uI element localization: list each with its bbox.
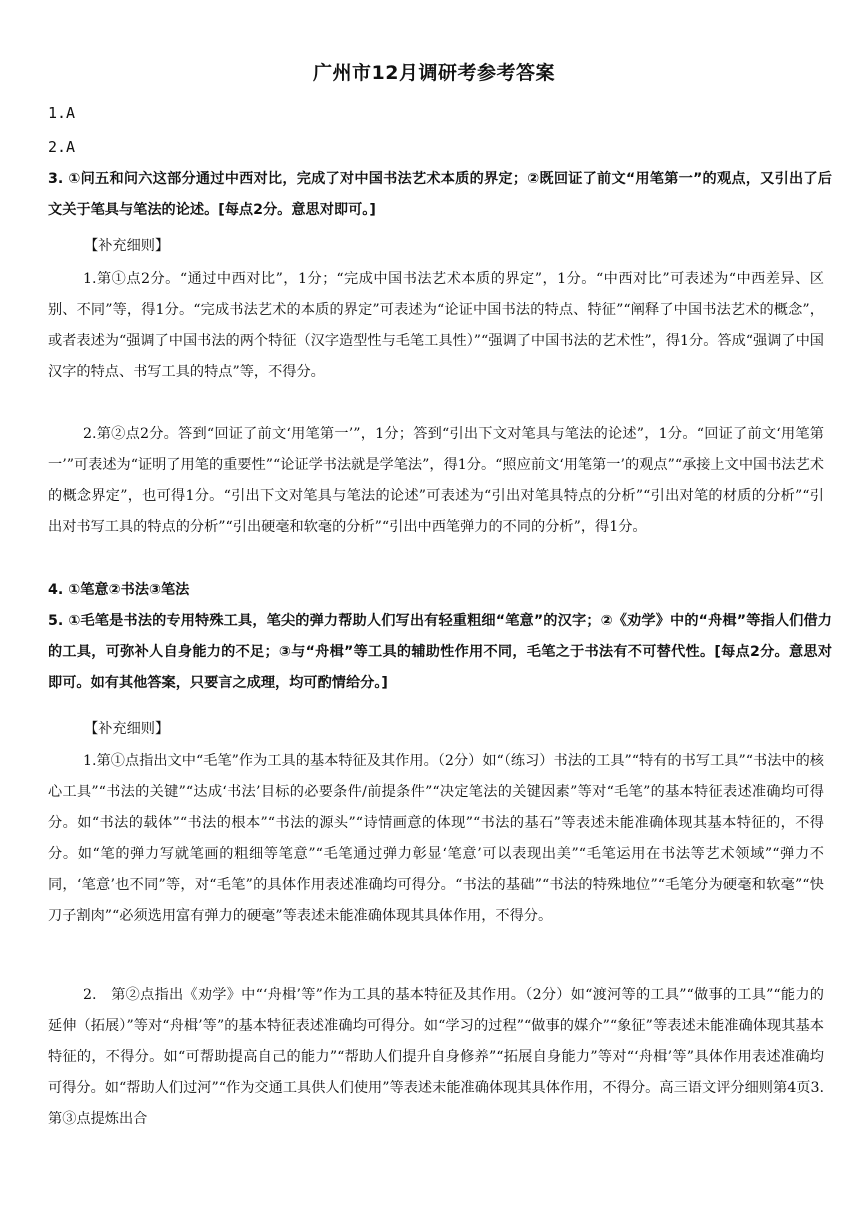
answer-q3: 3. ①问五和问六这部分通过中西对比，完成了对中国书法艺术本质的界定；②既回证了前文“用笔第一”的观点，又引出了后文关于笔具与笔法的论述。[每点2分。意思对即可。] xyxy=(48,171,832,218)
answer-q4: 4. ①笔意②书法③笔法 xyxy=(48,582,190,598)
page-title: 广州市12月调研考参考答案 xyxy=(313,62,555,84)
supplement-heading-q3: 【补充细则】 xyxy=(84,238,170,254)
answer-q1: 1.A xyxy=(48,104,76,122)
answer-q5: 5. ①毛笔是书法的专用特殊工具，笔尖的弹力帮助人们写出有轻重粗细“笔意”的汉字；②《劝学》中的“舟楫”等指人们借力的工具，可弥补人自身能力的不足；③与“舟楫”等工具的辅助性作用不同，毛笔之于书法有不可替代性。[每点2分。意思对即可。如有其他答案，只要言之成理，均可酌情给分。] xyxy=(48,613,832,691)
q5-scoring-rule-1: 1.第①点指出文中“毛笔”作为工具的基本特征及其作用。（2分）如“（练习）书法的工具”“特有的书写工具”“书法中的核心工具”“书法的关键”“达成‘书法’目标的必要条件/前提条件”“决定笔法的关键因素”等对“毛笔”的基本特征表述准确均可得分。如“书法的载体”“书法的根本”“书法的源头”“诗情画意的体现”“书法的基石”等表述未能准确体现其基本特征的，不得分。如“笔的弹力写就笔画的粗细等笔意”“毛笔通过弹力彰显‘笔意’可以表现出美”“毛笔运用在书法等艺术领域”“弹力不同，‘笔意’也不同”等，对“毛笔”的具体作用表述准确均可得分。“书法的基础”“书法的特殊地位”“毛笔分为硬毫和软毫”“快刀子割肉”“必须选用富有弹力的硬毫”等表述未能准确体现其具体作用，不得分。 xyxy=(48,753,824,924)
q3-scoring-rule-2: 2.第②点2分。答到“回证了前文‘用笔第一’”，1分；答到“引出下文对笔具与笔法的论述”，1分。“回证了前文‘用笔第一’”可表述为“证明了用笔的重要性”“论证学书法就是学笔法”，得1分。“照应前文‘用笔第一’的观点”“承接上文中国书法艺术的概念界定”，也可得1分。“引出下文对笔具与笔法的论述”可表述为“引出对笔具特点的分析”“引出对笔的材质的分析”“引出对书写工具的特点的分析”“引出硬毫和软毫的分析”“引出中西笔弹力的不同的分析”，得1分。 xyxy=(48,426,824,535)
answer-q2: 2.A xyxy=(48,138,76,156)
supplement-heading-q5: 【补充细则】 xyxy=(84,721,170,737)
q5-scoring-rule-2: 2. 第②点指出《劝学》中“‘舟楫’等”作为工具的基本特征及其作用。（2分）如“渡河等的工具”“做事的工具”“能力的延伸（拓展）”等对“舟楫’等”的基本特征表述准确均可得分。如“学习的过程”“做事的媒介”“象征”等表述未能准确体现其基本特征的，不得分。如“可帮助提高自己的能力”“帮助人们提升自身修养”“拓展自身能力”等对“‘舟楫’等”具体作用表述准确均可得分。如“帮助人们过河”“作为交通工具供人们使用”等表述未能准确体现其具体作用，不得分。高三语文评分细则第4页3.第③点提炼出合 xyxy=(48,987,824,1127)
q3-scoring-rule-1: 1.第①点2分。“通过中西对比”，1分；“完成中国书法艺术本质的界定”，1分。“中西对比”可表述为“中西差异、区别、不同”等，得1分。“完成书法艺术的本质的界定”可表述为“论证中国书法的特点、特征”“阐释了中国书法艺术的概念”，或者表述为“强调了中国书法的两个特征（汉字造型性与毛笔工具性）”“强调了中国书法的艺术性”，得1分。答成“强调了中国汉字的特点、书写工具的特点”等，不得分。 xyxy=(48,271,824,380)
